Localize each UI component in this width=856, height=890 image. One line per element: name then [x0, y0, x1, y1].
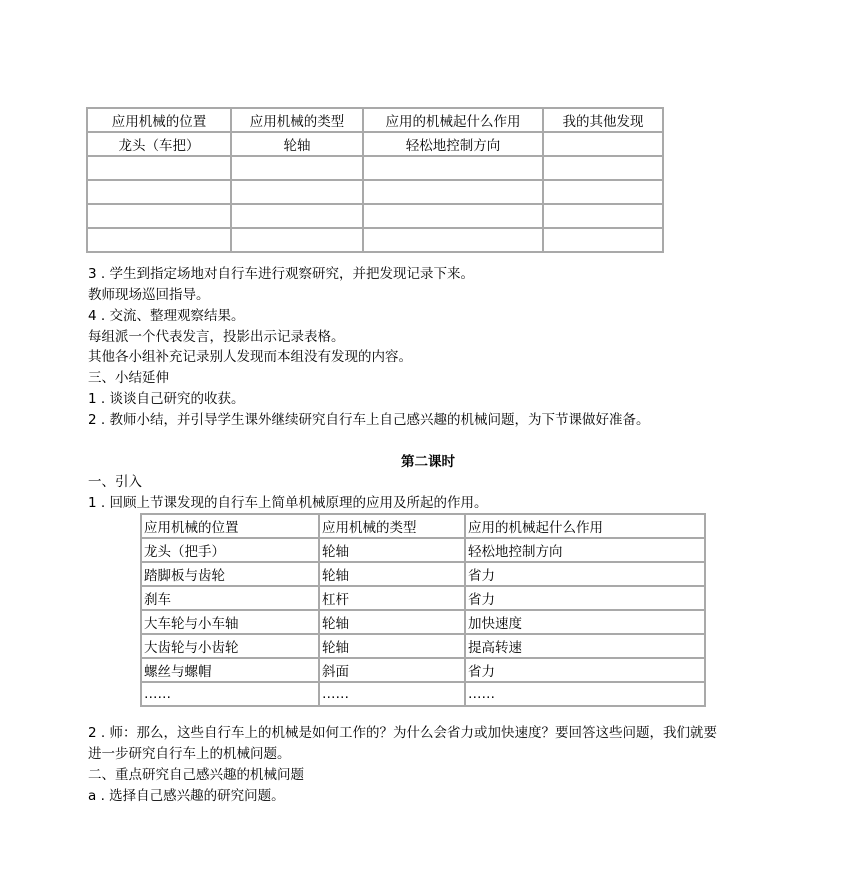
- table-cell: 省力: [465, 586, 705, 610]
- table-cell: [87, 156, 231, 180]
- table-cell: [363, 228, 543, 252]
- table-row: [141, 634, 705, 658]
- table-cell: 省力: [465, 562, 705, 586]
- table-cell: 轻松地控制方向: [465, 538, 705, 562]
- table-cell: [363, 156, 543, 180]
- paragraph: 1 . 谈谈自己研究的收获。: [88, 391, 245, 407]
- paragraph: a . 选择自己感兴趣的研究问题。: [88, 788, 285, 804]
- paragraph: 2 . 教师小结，并引导学生课外继续研究自行车上自己感兴趣的机械问题，为下节课做好准备。: [88, 412, 650, 428]
- lesson-title: 第二课时: [401, 454, 455, 470]
- table-header-row: [141, 514, 705, 538]
- header-cell: 应用的机械起什么作用: [363, 108, 543, 132]
- table-row: [87, 228, 663, 252]
- table-cell: [543, 204, 663, 228]
- table-cell: 省力: [465, 658, 705, 682]
- header-cell: 应用的机械起什么作用: [465, 514, 705, 538]
- table-cell: [231, 228, 363, 252]
- table-row: [141, 562, 705, 586]
- paragraph: 其他各小组补充记录别人发现而本组没有发现的内容。: [88, 349, 412, 365]
- table-row: [87, 204, 663, 228]
- table-cell: [87, 180, 231, 204]
- header-cell: 应用机械的类型: [319, 514, 465, 538]
- paragraph: 2 . 师：那么，这些自行车上的机械是如何工作的？为什么会省力或加快速度？要回答这些问题，我们就要: [88, 725, 717, 741]
- table-cell: 斜面: [319, 658, 465, 682]
- table-cell: [231, 180, 363, 204]
- table-row: [141, 586, 705, 610]
- table-cell: 加快速度: [465, 610, 705, 634]
- table-row: [141, 682, 705, 706]
- table-cell: [543, 156, 663, 180]
- table-cell: 轮轴: [319, 562, 465, 586]
- table-cell: 螺丝与螺帽: [141, 658, 319, 682]
- table-cell: 杠杆: [319, 586, 465, 610]
- paragraph: 每组派一个代表发言，投影出示记录表格。: [88, 329, 345, 345]
- table-cell: 踏脚板与齿轮: [141, 562, 319, 586]
- table-row: [87, 180, 663, 204]
- section-heading: 一、引入: [88, 474, 142, 490]
- table-cell: [543, 180, 663, 204]
- table-cell: ……: [465, 682, 705, 706]
- table-cell: 提高转速: [465, 634, 705, 658]
- table-cell: 轻松地控制方向: [363, 132, 543, 156]
- table-row: [141, 538, 705, 562]
- table-cell: 大齿轮与小齿轮: [141, 634, 319, 658]
- table-cell: 刹车: [141, 586, 319, 610]
- table-cell: [363, 180, 543, 204]
- table-cell: 大车轮与小车轴: [141, 610, 319, 634]
- paragraph: 教师现场巡回指导。: [88, 287, 210, 303]
- header-cell: 我的其他发现: [543, 108, 663, 132]
- header-cell: 应用机械的位置: [87, 108, 231, 132]
- table-row: [141, 658, 705, 682]
- table-cell: [87, 204, 231, 228]
- paragraph: 进一步研究自行车上的机械问题。: [88, 746, 291, 762]
- table-cell: 龙头（车把）: [87, 132, 231, 156]
- table-cell: 轮轴: [319, 538, 465, 562]
- table-row: [87, 132, 663, 156]
- table-cell: [363, 204, 543, 228]
- section-heading: 三、小结延伸: [88, 370, 169, 386]
- table-cell: [543, 228, 663, 252]
- table-cell: 龙头（把手）: [141, 538, 319, 562]
- table-cell: [87, 228, 231, 252]
- table-cell: ……: [141, 682, 319, 706]
- paragraph: 3 . 学生到指定场地对自行车进行观察研究，并把发现记录下来。: [88, 266, 474, 282]
- table-row: [141, 610, 705, 634]
- header-cell: 应用机械的位置: [141, 514, 319, 538]
- machine-summary-table: [140, 513, 706, 707]
- table-cell: 轮轴: [319, 610, 465, 634]
- table-row: [87, 156, 663, 180]
- section-heading: 二、重点研究自己感兴趣的机械问题: [88, 767, 304, 783]
- table-cell: ……: [319, 682, 465, 706]
- paragraph: 4 . 交流、整理观察结果。: [88, 308, 245, 324]
- header-cell: 应用机械的类型: [231, 108, 363, 132]
- table-cell: [543, 132, 663, 156]
- table-cell: 轮轴: [319, 634, 465, 658]
- table-cell: 轮轴: [231, 132, 363, 156]
- paragraph: 1 . 回顾上节课发现的自行车上简单机械原理的应用及所起的作用。: [88, 495, 488, 511]
- bike-observation-table: [86, 107, 664, 253]
- table-cell: [231, 204, 363, 228]
- table-header-row: [87, 108, 663, 132]
- table-cell: [231, 156, 363, 180]
